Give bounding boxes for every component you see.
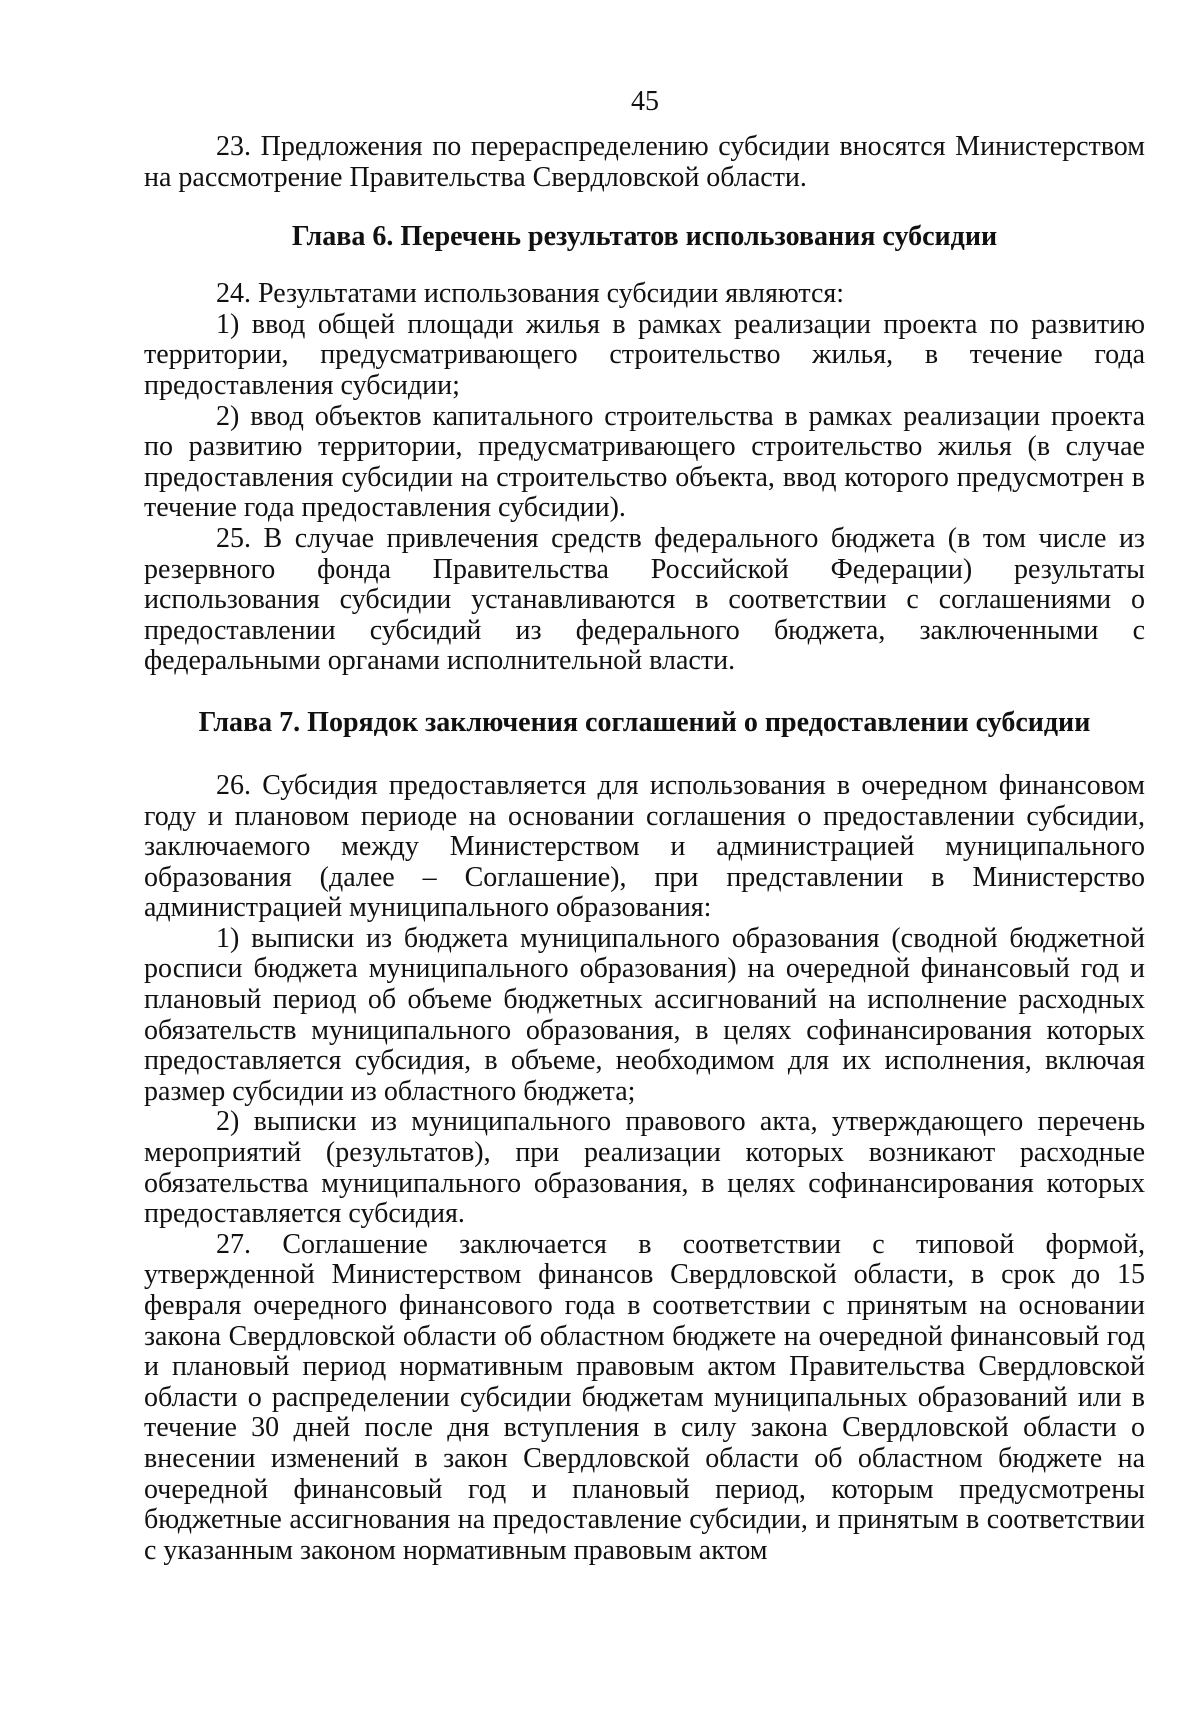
paragraph-24: 24. Результатами использования субсидии являются: [216,278,845,310]
paragraph-24-item-2: 2) ввод объектов капитального строительства в рамках реализации проекта по развитию территории, предусматривающего строительство жилья (в случае предоставления субсидии на строительство объекта, ввод которого предусмотрен в течение года предоставления субсидии). [144,400,1145,524]
chapter-6-heading: Глава 6. Перечень результатов использования субсидии [291,221,998,253]
paragraph-23: 23. Предложения по перераспределению субсидии вносятся Министерством на рассмотрение Правительства Свердловской области. [144,131,1145,193]
paragraph-26-item-1: 1) выписки из бюджета муниципального образования (сводной бюджетной росписи бюджета муниципального образования) на очередной финансовый год и плановый период об объеме бюджетных ассигнований на исполнение расходных обязательств муниципального образования, в целях софинансирования которых предоставляется субсидия, в объеме, необходимом для их исполнения, включая размер субсидии из областного бюджета; [144,922,1145,1107]
document-body [144,132,1145,1566]
paragraph-25: 25. В случае привлечения средств федерального бюджета (в том числе из резервного фонда Правительства Российской Федерации) результаты использования субсидии устанавливаются в соответствии с соглашениями о предоставлении субсидий из федерального бюджета, заключенными с федеральными органами исполнительной власти. [144,522,1145,677]
paragraph-27: 27. Соглашение заключается в соответствии с типовой формой, утвержденной Министерством финансов Свердловской области, в срок до 15 февраля очередного финансового года в соответствии с принятым на основании закона Свердловской области об областном бюджете на очередной финансовый год и плановый период нормативным правовым актом Правительства Свердловской области о распределении субсидии бюджетам муниципальных образований или в течение 30 дней после дня вступления в силу закона Свердловской области о внесении изменений в закон Свердловской области об областном бюджете на очередной финансовый год и плановый период, которым предусмотрены бюджетные ассигнования на предоставление субсидии, и принятым в соответствии с указанным законом нормативным правовым актом [144,1228,1145,1566]
paragraph-24-item-1: 1) ввод общей площади жилья в рамках реализации проекта по развитию территории, предусматривающего строительство жилья, в течение года предоставления субсидии; [144,308,1145,401]
chapter-7-heading: Глава 7. Порядок заключения соглашений о предоставлении субсидии [198,706,1091,738]
page-number: 45 [631,86,659,117]
paragraph-26-item-2: 2) выписки из муниципального правового акта, утверждающего перечень мероприятий (результатов), при реализации которых возникают расходные обязательства муниципального образования, в целях софинансирования которых предоставляется субсидия. [144,1106,1145,1230]
paragraph-26: 26. Субсидия предоставляется для использования в очередном финансовом году и плановом периоде на основании соглашения о предоставлении субсидии, заключаемого между Министерством и администрацией муниципального образования (далее – Соглашение), при представлении в Министерство администрацией муниципального образования: [144,769,1145,924]
